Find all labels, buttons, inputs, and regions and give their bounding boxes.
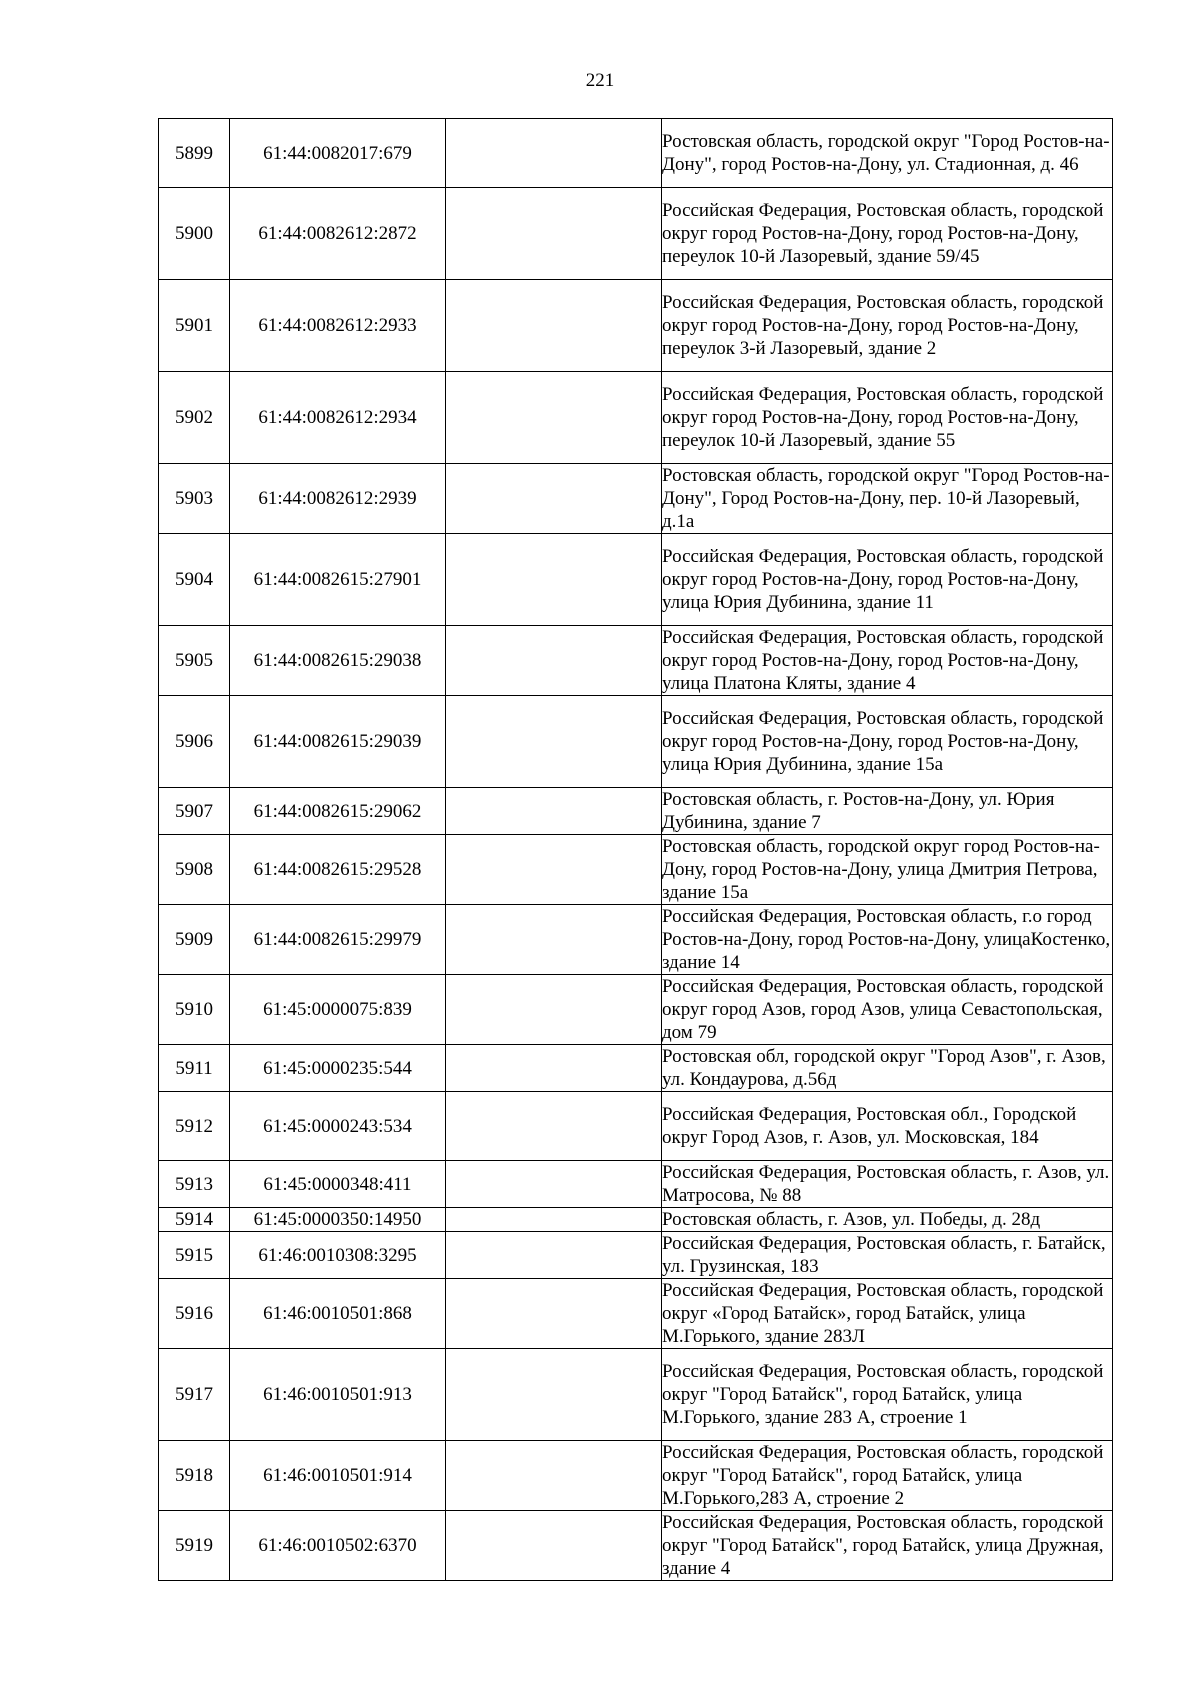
cadastral-number-cell: 61:46:0010502:6370 (230, 1511, 446, 1581)
row-number-cell: 5912 (159, 1092, 230, 1161)
row-number-cell: 5917 (159, 1349, 230, 1441)
row-number-cell: 5918 (159, 1441, 230, 1511)
empty-cell (446, 835, 662, 905)
cadastral-number-cell: 61:44:0082017:679 (230, 119, 446, 188)
empty-cell (446, 1232, 662, 1279)
row-number-cell: 5900 (159, 188, 230, 280)
empty-cell (446, 788, 662, 835)
empty-cell (446, 696, 662, 788)
address-cell: Ростовская область, городской округ "Город Ростов-на-Дону", город Ростов-на-Дону, ул. Стадионная, д. 46 (662, 119, 1113, 188)
address-cell: Российская Федерация, Ростовская область, городской округ "Город Батайск", город Батайск, улица Дружная, здание 4 (662, 1511, 1113, 1581)
row-number-cell: 5901 (159, 280, 230, 372)
row-number-cell: 5906 (159, 696, 230, 788)
cadastral-number-cell: 61:45:0000075:839 (230, 975, 446, 1045)
address-cell: Ростовская область, г. Азов, ул. Победы, д. 28д (662, 1208, 1113, 1232)
table-row (159, 975, 1113, 1045)
row-number-cell: 5902 (159, 372, 230, 464)
address-cell: Российская Федерация, Ростовская область, городской округ город Ростов-на-Дону, город Ростов-на-Дону, переулок 10-й Лазоревый, здание 59/45 (662, 188, 1113, 280)
cadastral-number-cell: 61:44:0082612:2872 (230, 188, 446, 280)
address-cell: Российская Федерация, Ростовская область, городской округ «Город Батайск», город Батайск, улица М.Горького, здание 283Л (662, 1279, 1113, 1349)
cadastral-number-cell: 61:45:0000243:534 (230, 1092, 446, 1161)
row-number-cell: 5899 (159, 119, 230, 188)
cadastral-number-cell: 61:44:0082615:29979 (230, 905, 446, 975)
cadastral-number-cell: 61:44:0082615:27901 (230, 534, 446, 626)
empty-cell (446, 1045, 662, 1092)
row-number-cell: 5915 (159, 1232, 230, 1279)
cadastral-number-cell: 61:44:0082615:29038 (230, 626, 446, 696)
registry-table-body (159, 119, 1113, 1581)
address-cell: Российская Федерация, Ростовская область, городской округ город Ростов-на-Дону, город Ростов-на-Дону, переулок 3-й Лазоревый, здание 2 (662, 280, 1113, 372)
row-number-cell: 5907 (159, 788, 230, 835)
address-cell: Ростовская область, г. Ростов-на-Дону, ул. Юрия Дубинина, здание 7 (662, 788, 1113, 835)
address-cell: Российская Федерация, Ростовская область, городской округ город Ростов-на-Дону, город Ростов-на-Дону, переулок 10-й Лазоревый, здание 55 (662, 372, 1113, 464)
registry-table (158, 118, 1113, 1581)
address-cell: Российская Федерация, Ростовская область, г.о город Ростов-на-Дону, город Ростов-на-Дону, улицаКостенко, здание 14 (662, 905, 1113, 975)
address-cell: Российская Федерация, Ростовская обл., Городской округ Город Азов, г. Азов, ул. Московская, 184 (662, 1092, 1113, 1161)
row-number-cell: 5910 (159, 975, 230, 1045)
empty-cell (446, 1511, 662, 1581)
table-row (159, 1161, 1113, 1208)
cadastral-number-cell: 61:44:0082612:2939 (230, 464, 446, 534)
table-row (159, 1045, 1113, 1092)
row-number-cell: 5916 (159, 1279, 230, 1349)
table-row (159, 1232, 1113, 1279)
empty-cell (446, 1349, 662, 1441)
cadastral-number-cell: 61:45:0000350:14950 (230, 1208, 446, 1232)
cadastral-number-cell: 61:46:0010308:3295 (230, 1232, 446, 1279)
cadastral-number-cell: 61:45:0000348:411 (230, 1161, 446, 1208)
empty-cell (446, 119, 662, 188)
row-number-cell: 5919 (159, 1511, 230, 1581)
cadastral-number-cell: 61:46:0010501:913 (230, 1349, 446, 1441)
table-row (159, 534, 1113, 626)
address-cell: Российская Федерация, Ростовская область, городской округ город Ростов-на-Дону, город Ростов-на-Дону, улица Юрия Дубинина, здание 15а (662, 696, 1113, 788)
cadastral-number-cell: 61:46:0010501:868 (230, 1279, 446, 1349)
page-number: 221 (585, 70, 615, 91)
address-cell: Российская Федерация, Ростовская область, городской округ "Город Батайск", город Батайск, улица М.Горького,283 А, строение 2 (662, 1441, 1113, 1511)
row-number-cell: 5911 (159, 1045, 230, 1092)
table-row (159, 626, 1113, 696)
empty-cell (446, 905, 662, 975)
table-row (159, 696, 1113, 788)
table-row (159, 372, 1113, 464)
table-row (159, 188, 1113, 280)
cadastral-number-cell: 61:44:0082612:2934 (230, 372, 446, 464)
table-row (159, 119, 1113, 188)
address-cell: Российская Федерация, Ростовская область, городской округ город Азов, город Азов, улица Севастопольская, дом 79 (662, 975, 1113, 1045)
table-row (159, 1279, 1113, 1349)
row-number-cell: 5904 (159, 534, 230, 626)
empty-cell (446, 626, 662, 696)
address-cell: Российская Федерация, Ростовская область, городской округ "Город Батайск", город Батайск, улица М.Горького, здание 283 А, строение 1 (662, 1349, 1113, 1441)
address-cell: Российская Федерация, Ростовская область, г. Батайск, ул. Грузинская, 183 (662, 1232, 1113, 1279)
empty-cell (446, 1441, 662, 1511)
table-row (159, 1208, 1113, 1232)
address-cell: Ростовская область, городской округ город Ростов-на-Дону, город Ростов-на-Дону, улица Дмитрия Петрова, здание 15а (662, 835, 1113, 905)
empty-cell (446, 534, 662, 626)
empty-cell (446, 1161, 662, 1208)
address-cell: Российская Федерация, Ростовская область, г. Азов, ул. Матросова, № 88 (662, 1161, 1113, 1208)
row-number-cell: 5909 (159, 905, 230, 975)
cadastral-number-cell: 61:44:0082615:29039 (230, 696, 446, 788)
table-row (159, 905, 1113, 975)
row-number-cell: 5903 (159, 464, 230, 534)
empty-cell (446, 1092, 662, 1161)
address-cell: Ростовская область, городской округ "Город Ростов-на-Дону", Город Ростов-на-Дону, пер. 10-й Лазоревый, д.1а (662, 464, 1113, 534)
cadastral-number-cell: 61:45:0000235:544 (230, 1045, 446, 1092)
row-number-cell: 5913 (159, 1161, 230, 1208)
table-row (159, 1441, 1113, 1511)
cadastral-number-cell: 61:44:0082612:2933 (230, 280, 446, 372)
cadastral-number-cell: 61:44:0082615:29062 (230, 788, 446, 835)
empty-cell (446, 372, 662, 464)
cadastral-number-cell: 61:44:0082615:29528 (230, 835, 446, 905)
row-number-cell: 5914 (159, 1208, 230, 1232)
table-row (159, 1092, 1113, 1161)
empty-cell (446, 975, 662, 1045)
row-number-cell: 5908 (159, 835, 230, 905)
table-row (159, 464, 1113, 534)
empty-cell (446, 1208, 662, 1232)
address-cell: Российская Федерация, Ростовская область, городской округ город Ростов-на-Дону, город Ростов-на-Дону, улица Юрия Дубинина, здание 11 (662, 534, 1113, 626)
table-row (159, 835, 1113, 905)
table-row (159, 280, 1113, 372)
cadastral-number-cell: 61:46:0010501:914 (230, 1441, 446, 1511)
row-number-cell: 5905 (159, 626, 230, 696)
empty-cell (446, 1279, 662, 1349)
table-row (159, 788, 1113, 835)
empty-cell (446, 280, 662, 372)
table-row (159, 1349, 1113, 1441)
table-row (159, 1511, 1113, 1581)
empty-cell (446, 188, 662, 280)
address-cell: Российская Федерация, Ростовская область, городской округ город Ростов-на-Дону, город Ростов-на-Дону, улица Платона Кляты, здание 4 (662, 626, 1113, 696)
address-cell: Ростовская обл, городской округ "Город Азов", г. Азов, ул. Кондаурова, д.56д (662, 1045, 1113, 1092)
empty-cell (446, 464, 662, 534)
